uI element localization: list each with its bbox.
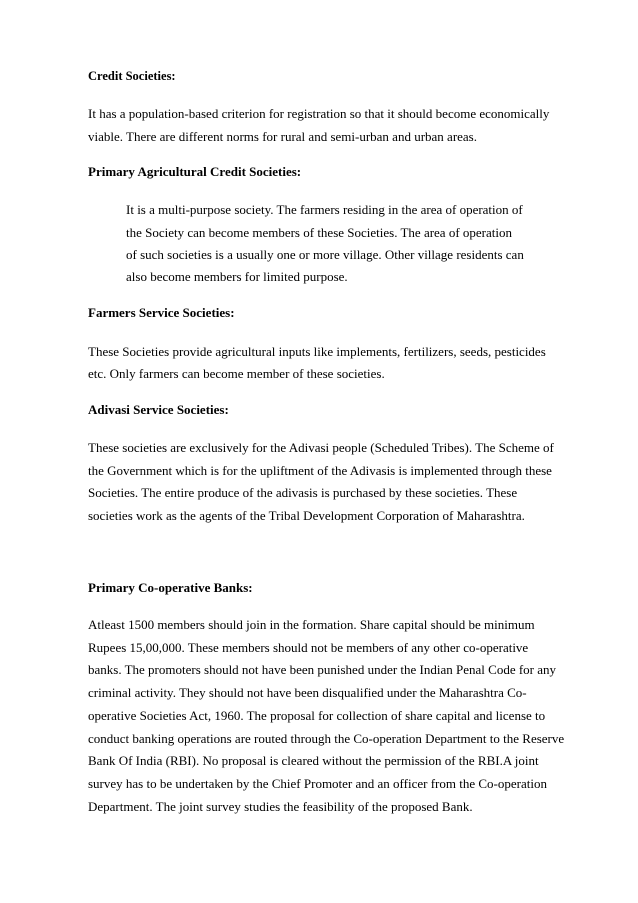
paragraph-line: of such societies is a usually one or more village. Other village residents can: [126, 247, 524, 262]
paragraph-line: It has a population-based criterion for registration so that it should become economically: [88, 106, 550, 121]
paragraph-line: These Societies provide agricultural inputs like implements, fertilizers, seeds, pesticides: [88, 344, 546, 359]
paragraph-line: the Society can become members of these Societies. The area of operation: [126, 225, 513, 240]
paragraph-line: viable. There are different norms for rural and semi-urban and urban areas.: [88, 129, 477, 144]
heading-adivasi-service-societies: Adivasi Service Societies:: [88, 402, 229, 417]
heading-credit-societies: Credit Societies:: [88, 69, 176, 83]
paragraph-line: banks. The promoters should not have been punished under the Indian Penal Code for any: [88, 662, 557, 677]
paragraph-line: also become members for limited purpose.: [126, 269, 348, 284]
heading-primary-cooperative-banks: Primary Co-operative Banks:: [88, 580, 253, 595]
paragraph-line: operative Societies Act, 1960. The proposal for collection of share capital and license to: [88, 708, 546, 723]
paragraph-line: Atleast 1500 members should join in the formation. Share capital should be minimum: [88, 617, 535, 632]
paragraph-line: These societies are exclusively for the Adivasi people (Scheduled Tribes). The Scheme of: [88, 440, 554, 455]
heading-primary-agricultural-credit-societies: Primary Agricultural Credit Societies:: [88, 164, 302, 179]
paragraph-line: Rupees 15,00,000. These members should not be members of any other co-operative: [88, 640, 529, 655]
paragraph-line: Bank Of India (RBI). No proposal is cleared without the permission of the RBI.A joint: [88, 753, 539, 768]
paragraph-line: criminal activity. They should not have been disqualified under the Maharashtra Co-: [88, 685, 527, 700]
paragraph-line: the Government which is for the upliftment of the Adivasis is implemented through these: [88, 463, 552, 478]
paragraph-line: It is a multi-purpose society. The farmers residing in the area of operation of: [126, 202, 523, 217]
paragraph-line: conduct banking operations are routed through the Co-operation Department to the Reserve: [88, 731, 565, 746]
paragraph-line: survey has to be undertaken by the Chief Promoter and an officer from the Co-operation: [88, 776, 547, 791]
heading-farmers-service-societies: Farmers Service Societies:: [88, 305, 235, 320]
paragraph-line: Department. The joint survey studies the feasibility of the proposed Bank.: [88, 799, 473, 814]
paragraph-line: Societies. The entire produce of the adivasis is purchased by these societies. These: [88, 485, 518, 500]
paragraph-line: etc. Only farmers can become member of these societies.: [88, 366, 385, 381]
paragraph-line: societies work as the agents of the Tribal Development Corporation of Maharashtra.: [88, 508, 525, 523]
